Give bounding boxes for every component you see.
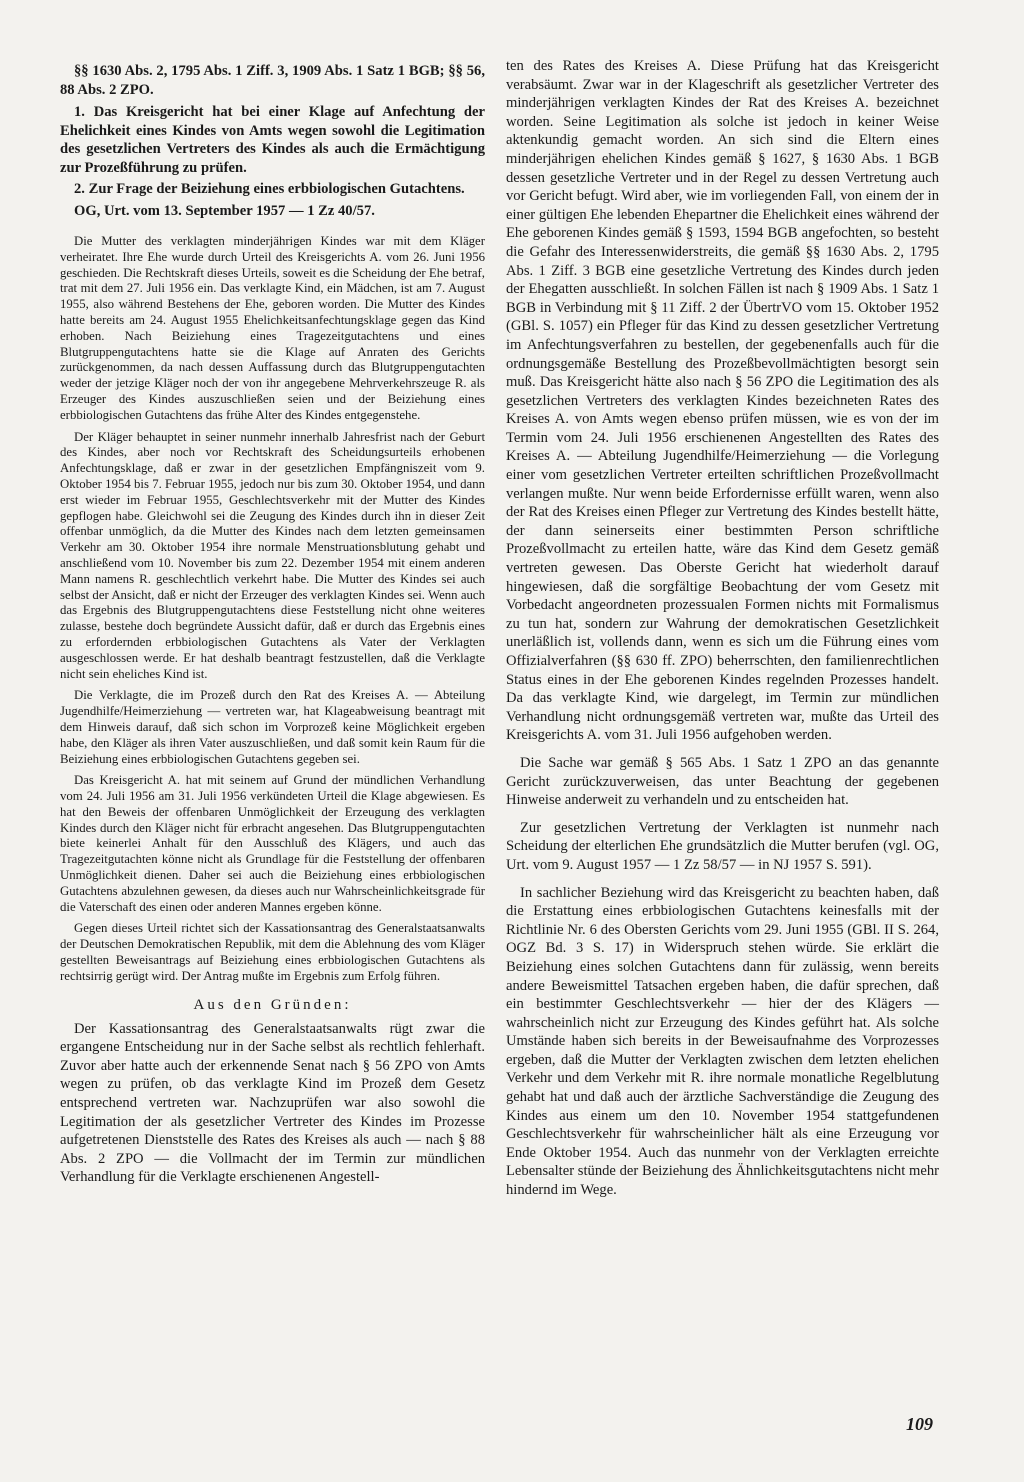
section-heading: Aus den Gründen: (193, 996, 352, 1013)
court-citation: OG, Urt. vom 13. September 1957 — 1 Zz 40/57. (74, 202, 375, 219)
facts-paragraph: Die Verklagte, die im Prozeß durch den Rat des Kreises A. — Abteilung Jugendhilfe/Heimerziehung — vertreten war, hat Klageabweisung beantragt mit dem Hinweis darauf, daß sich schon im Vorprozeß keine Möglichkeit ergeben habe, den Kläger als ihren Vater auszuschließen, und daß somit kein Raum für die Beiziehung eines erbbiologischen Gutachtens gegeben sei. (60, 688, 485, 766)
reasons-paragraph: Zur gesetzlichen Vertretung der Verklagten ist nunmehr nach Scheidung der elterlichen Ehe grundsätzlich die Mutter berufen (vgl. OG, Urt. vom 9. August 1957 — 1 Zz 58/57 — in NJ 1957 S. 591). (506, 819, 939, 873)
facts-section (60, 234, 485, 985)
headnote-2: 2. Zur Frage der Beiziehung eines erbbiologischen Gutachtens. (74, 181, 465, 197)
right-column (506, 57, 939, 1209)
reasons-paragraph: Die Sache war gemäß § 565 Abs. 1 Satz 1 ZPO an das genannte Gericht zurückzuverweisen, das unter Beachtung der gegebenen Hinweise anderweit zu verhandeln und zu entscheiden hat. (506, 754, 939, 809)
facts-paragraph: Der Kläger behauptet in seiner nunmehr innerhalb Jahresfrist nach der Geburt des Kindes, aber noch vor Rechtskraft des Scheidungsurteils erhobenen Anfechtungsklage, daß er zwar in der gesetzlichen Empfängniszeit vom 9. Oktober 1954 bis 7. Februar 1955, jedoch nur bis zum 30. Oktober 1954, und dann erst wieder im Februar 1955, Geschlechtsverkehr mit der Mutter des Kindes gepflogen habe. Gleichwohl sei die Zeugung des Kindes durch ihn in dieser Zeit offenbar unmöglich, da die Mutter des Kindes nach dem letzten gemeinsamen Verkehr am 30. Oktober 1954 ihre normale Menstruationsblutung gehabt und anschließend vom 10. November bis zum 22. Dezember 1954 mit einem anderen Mann namens R. geschlechtlich verkehrt habe. Die Mutter des Kindes sei auch selbst der Ansicht, daß er nicht der Erzeuger des verklagten Kindes sei. Wenn auch das Ergebnis des Blutgruppengutachtens diese Feststellung nicht ohne weiteres zulasse, bestehe doch begründete Aussicht dafür, daß er durch das Ergebnis eines zu erfordernden erbbiologischen Gutachtens als Vater der Verklagten ausgeschlossen werde. Er hat deshalb beantragt festzustellen, daß die Verklagte nicht sein eheliches Kind ist. (60, 429, 485, 681)
facts-paragraph: Die Mutter des verklagten minderjährigen Kindes war mit dem Kläger verheiratet. Ihre Ehe wurde durch Urteil des Kreisgerichts A. vom 26. Juni 1956 geschieden. Die Rechtskraft dieses Urteils, soweit es die Scheidung der Ehe betraf, trat mit dem 27. Juli 1956 ein. Das verklagte Kind, ein Mädchen, ist am 7. August 1955, also während Bestehens der Ehe, geboren worden. Die Mutter des Kindes hatte bereits am 24. August 1955 Ehelichkeitsanfechtungsklage gegen das Kind erhoben. Nach Beiziehung eines Tragezeitgutachtens und eines Blutgruppengutachtens hatte sie die Klage auf Anraten des Gerichts zurückgenommen, da nach dessen Auffassung durch das Blutgruppengutachten weder der jetzige Kläger noch der von ihr angegebene Mehrverkehrszeuge R. als Erzeuger des Kindes auszuschließen seien und der Beiziehung eines erbbiologischen Gutachtens das frühe Alter des Kindes entgegenstehe. (60, 234, 486, 422)
headnote-1: 1. Das Kreisgericht hat bei einer Klage auf Anfechtung der Ehelichkeit eines Kindes von Amts wegen sowohl die Legitimation des gesetzlichen Vertreters des Kindes als auch die Ermächtigung zur Prozeßführung zu prüfen. (60, 104, 485, 176)
legal-reference: §§ 1630 Abs. 2, 1795 Abs. 1 Ziff. 3, 1909 Abs. 1 Satz 1 BGB; §§ 56, 88 Abs. 2 ZPO. (60, 63, 485, 98)
reasons-paragraph: Der Kassationsantrag des Generalstaatsanwalts rügt zwar die ergangene Entscheidung nur in der Sache selbst als rechtlich fehlerhaft. Zuvor aber hatte auch der erkennende Senat nach § 56 ZPO von Amts wegen zu prüfen, ob das verklagte Kind im Prozeß dem Gesetz entsprechend vertreten war. Nachzuprüfen war also sowohl die Legitimation der als gesetzlicher Vertreter des Kindes im Prozesse aufgetretenen Dienststelle des Rates des Kreises als auch — nach § 88 Abs. 2 ZPO — die Vollmacht der im Termin zur mündlichen Verhandlung für die Verklagte erschienenen Angestell- (60, 1020, 485, 1186)
reasons-paragraph: In sachlicher Beziehung wird das Kreisgericht zu beachten haben, daß die Erstattung eines erbbiologischen Gutachtens keinesfalls mit der Richtlinie Nr. 6 des Obersten Gerichts vom 29. Juni 1955 (GBl. II S. 264, OGZ Bd. 3 S. 17) in Widerspruch stehen würde. Sie erklärt die Beiziehung eines solchen Gutachtens dann für zulässig, wenn bereits andere Beweismittel Tatsachen ergeben haben, die dafür sprechen, daß ein bestimmter Geschlechtsverkehr — hier der des Klägers — wahrscheinlich nicht zur Erzeugung des Kindes geführt hat. Als solche Umstände haben sich bereits in der Beweisaufnahme des Vorprozesses ergeben, daß die Mutter der Verklagten zwischen dem letzten ehelichen Verkehr und dem Verkehr mit R. ihre normale monatliche Regelblutung gehabt hat und daß auch der ärztliche Sachverständige die Zeugung des Kindes aus einem um den 10. November 1954 stattgefundenen Geschlechtsverkehr für wahrscheinlicher hält als eine Erzeugung vor Ende Oktober 1954. Auch das nunmehr von der Verklagten erreichte Lebensalter stünde der Beiziehung des Ähnlichkeitsgutachtens nicht mehr hindernd im Wege. (506, 884, 939, 1199)
facts-paragraph: Das Kreisgericht A. hat mit seinem auf Grund der mündlichen Verhandlung vom 24. Juli 1956 am 31. Juli 1956 verkündeten Urteil die Klage abgewiesen. Es hat den Beweis der offenbaren Unmöglichkeit der Erzeugung des verklagten Kindes durch den Kläger nicht für erbracht angesehen. Das Blutgruppengutachten biete keinerlei Anhalt für den Ausschluß des Klägers, und auch das Tragezeitgutachten könne nicht als Grundlage für die Feststellung der offenbaren Unmöglichkeit dienen. Daher sei auch die Beiziehung eines erbbiologischen Gutachtens abzulehnen gewesen, da dieses auch nur Wahrscheinlichkeitsgrade für die Vaterschaft des einen oder anderen Mannes ergeben könne. (60, 773, 485, 914)
reasons-right (506, 57, 939, 1200)
page-number: 109 (906, 1414, 933, 1434)
reasons-paragraph: ten des Rates des Kreises A. Diese Prüfung hat das Kreisgericht verabsäumt. Zwar war in der Klageschrift als gesetzlicher Vertreter des minderjährigen verklagten Kindes der Rat des Kreises A. bezeichnet worden. Seine Legitimation als solche ist jedoch in keiner Weise aktenkundig gemacht worden. An sich sind die Eltern eines minderjährigen ehelichen Kindes gemäß § 1627, § 1630 Abs. 1 BGB dessen gesetzliche Vertreter und in der Regel zu dessen Vertretung auch vor Gericht befugt. Wird aber, wie im vorliegenden Fall, von einem der in einer gültigen Ehe lebenden Ehepartner die Ehelichkeit eines während der Ehe geborenen Kindes gemäß § 1593, 1594 BGB angefochten, so besteht die Gefahr des Interessenwiderstreits, die gemäß §§ 1630 Abs. 2, 1795 Abs. 1 Ziff. 3 BGB eine gesetzliche Vertretung des Kindes durch jeden der Ehegatten ausschließt. In solchen Fällen ist nach § 1909 Abs. 1 Satz 1 BGB in Verbindung mit § 11 Ziff. 2 der ÜbertrVO vom 15. Oktober 1952 (GBl. S. 1057) ein Pfleger für das Kind zu dessen gesetzlicher Vertretung im Anfechtungsverfahren zu bestellen, der gegebenenfalls auch für die ordnungsgemäße Bestellung des Prozeßbevollmächtigten besorgt sein muß. Das Kreisgericht hätte also nach § 56 ZPO die Legitimation des als gesetzlichen Vertreters des verklagten Kindes bezeichneten Rates des Kreises A. von Amts wegen ebenso prüfen müssen, wie es von der im Termin vom 24. Juli 1956 erschienenen Angestellten des Rates des Kreises A. — Abteilung Jugendhilfe/Heimerziehung — die Vorlegung einer vom gesetzlichen Vertreter erteilten schriftlichen Prozeßvollmacht verlangen mußte. Nur wenn beide Erfordernisse erfüllt waren, wenn also der Rat des Kreises einen Pfleger zur Vertretung des Kindes bestellt hätte, der dann seinerseits einer bestimmten Person schriftliche Prozeßvollmacht zu erteilen hatte, wäre das Kind dem Gesetz gemäß vertreten gewesen. Das Oberste Gericht hat wiederholt darauf hingewiesen, daß die sorgfältige Beobachtung der vom Gesetz mit Vorbedacht angeordneten prozessualen Formen nichts mit Formalismus zu tun hat, sondern zur Wahrung der demokratischen Gesetzlichkeit unerläßlich ist, vollends dann, wenn es sich um die Führung eines vom Offizialverfahren (§§ 630 ff. ZPO) beherrschten, den familienrechtlichen Status eines in der Ehe geborenen Kindes regelnden Prozesses handelt. Da das verklagte Kind, wie dargelegt, im Termin zur mündlichen Verhandlung nicht ordnungsgemäß vertreten war, mußte das Urteil des Kreisgerichts A. vom 31. Juli 1956 aufgehoben werden. (506, 58, 939, 744)
left-column (60, 62, 485, 1196)
reasons-left (60, 1020, 485, 1187)
facts-paragraph: Gegen dieses Urteil richtet sich der Kassationsantrag des Generalstaatsanwalts der Deutschen Demokratischen Republik, mit dem die Ablehnung des vom Kläger gestellten Beweisantrags auf Beiziehung eines erbbiologischen Gutachtens als rechtsirrig gerügt wird. Der Antrag mußte im Ergebnis zum Erfolg führen. (60, 921, 485, 983)
